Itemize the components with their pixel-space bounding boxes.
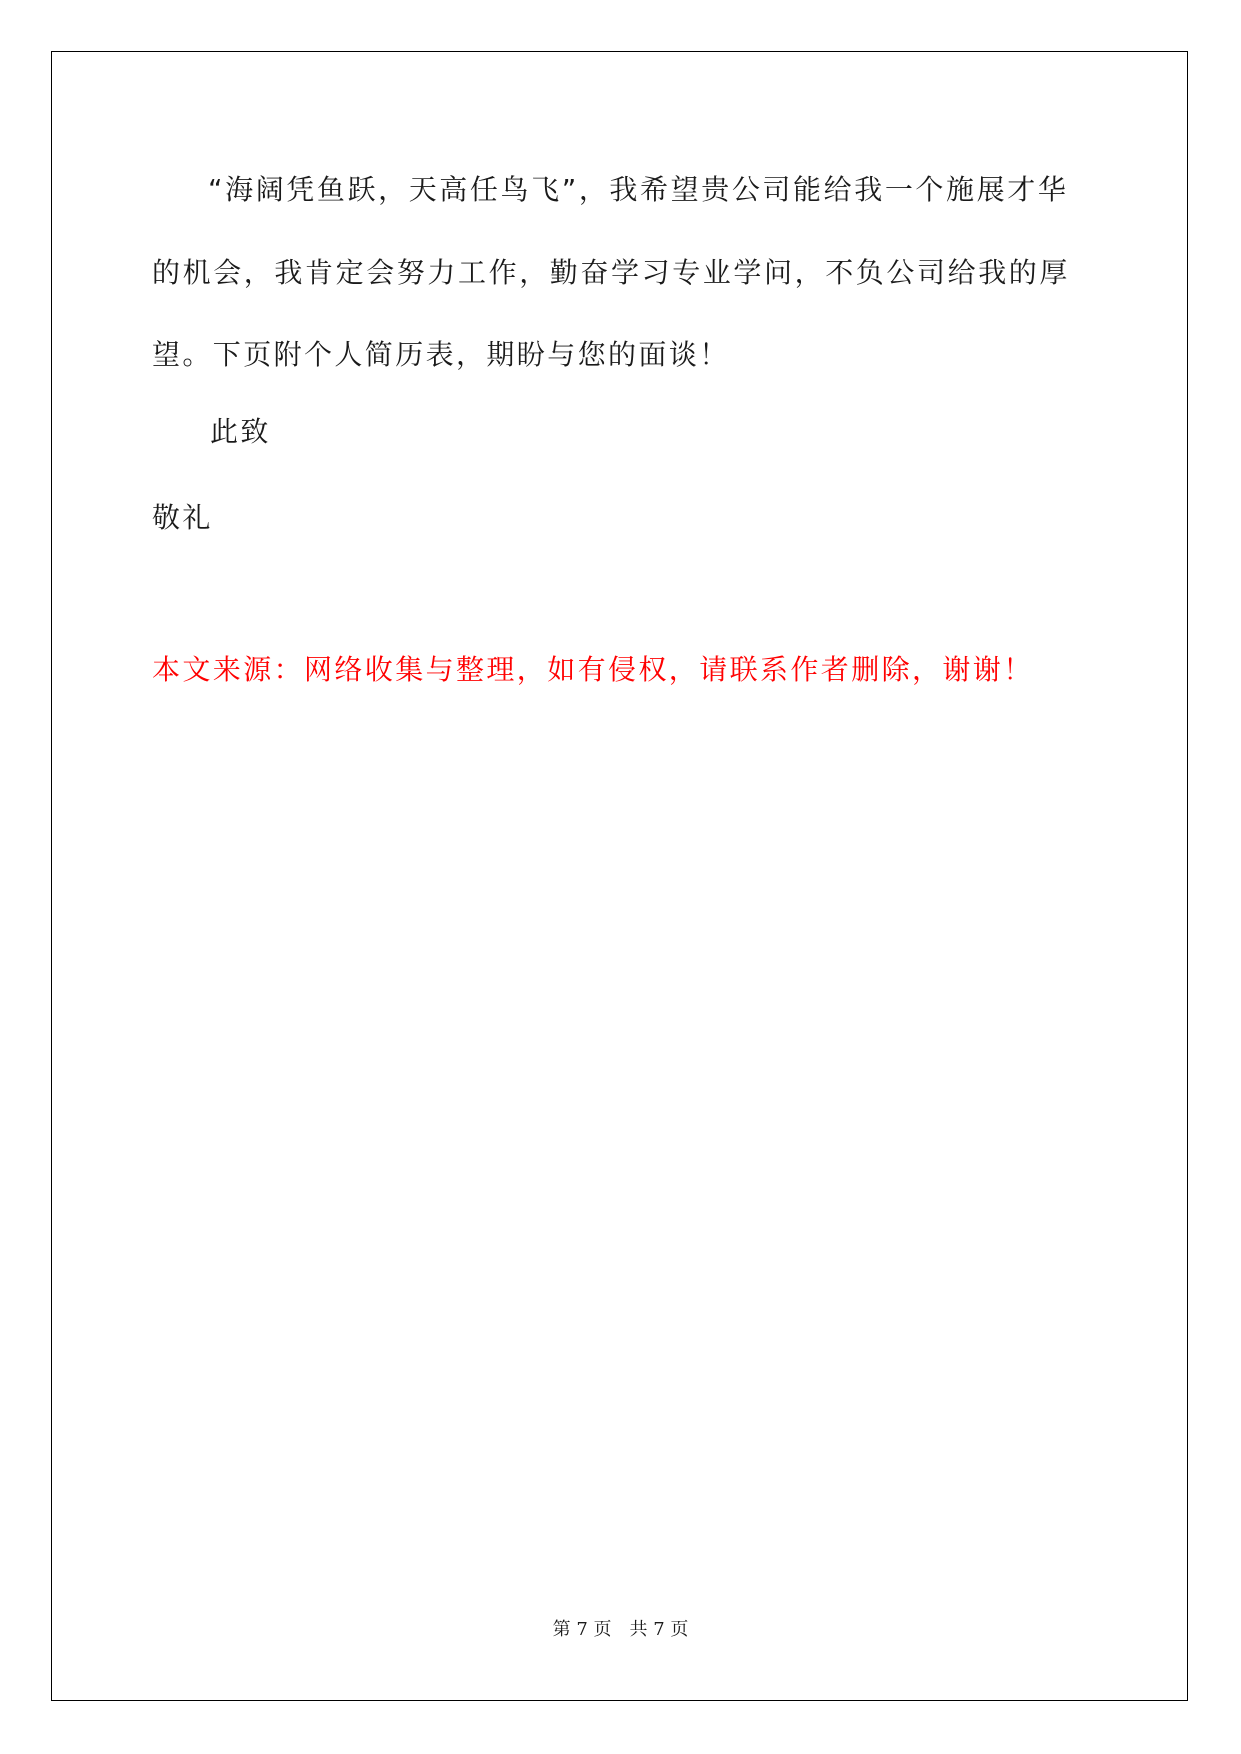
paragraph-line-1: “海阔凭鱼跃，天高任鸟飞”，我希望贵公司能给我一个施展才华 (208, 173, 1069, 206)
page-border (51, 51, 1188, 1701)
paragraph-line-2: 的机会，我肯定会努力工作，勤奋学习专业学问，不负公司给我的厚 (152, 256, 1071, 289)
source-note: 本文来源：网络收集与整理，如有侵权，请联系作者删除，谢谢！ (152, 653, 1034, 686)
closing-text: 此致 (210, 415, 271, 448)
page-footer: 第 7 页 共 7 页 (552, 1619, 689, 1640)
paragraph-line-3: 望。下页附个人简历表，期盼与您的面谈！ (152, 338, 730, 371)
salutation-text: 敬礼 (152, 501, 213, 534)
